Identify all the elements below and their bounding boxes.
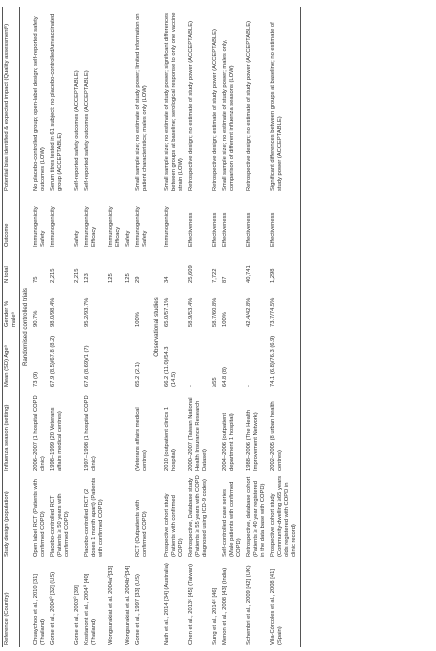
table-cell <box>124 473 134 559</box>
table-cell: 73 (9) <box>33 371 39 387</box>
column-header: N total <box>3 249 20 285</box>
table-cell <box>124 7 134 193</box>
table-cell: 125 <box>125 273 131 283</box>
table-cell <box>124 389 134 473</box>
table-cell: 74.1 (6.8)/76.3 (6.9) <box>269 329 301 389</box>
table-cell: 2000–2007 (Taiwan National Health Insurance Research Dataset) <box>188 397 208 471</box>
table-cell: - <box>188 385 194 387</box>
table-cell <box>107 473 124 559</box>
table-cell: 1988–2006 (The Health Improvement Network) <box>246 410 259 471</box>
table-cell: Immunogenicity Safety <box>135 206 148 247</box>
table-row <box>83 7 107 647</box>
table-cell: 42.4/42.8% <box>246 297 252 327</box>
table-cell: 66.2 (11.0)/54.3 (14.5) <box>164 346 177 387</box>
table-cell: 2,215 <box>50 268 56 283</box>
table-cell: Serum titres tested in 61 subject: no placebo-controlled/unvaccinated group (ACCEPTABLE) <box>50 13 63 191</box>
table-cell: 90.7% <box>33 310 39 327</box>
table-body <box>20 7 301 647</box>
table-cell: 25,609 <box>188 265 194 283</box>
table-cell: 1,298 <box>269 249 301 285</box>
table-cell <box>107 7 124 193</box>
table-cell: 87 <box>222 276 228 283</box>
table-cell: Safety <box>125 230 131 247</box>
column-header: Mean (SD) Ageᵃ <box>3 329 20 389</box>
table-cell: 58.7/60.8% <box>212 297 218 327</box>
table-cell: - <box>246 385 252 387</box>
studies-table <box>2 7 301 647</box>
table-cell: Gorse et al., 1997 [33] (US) <box>135 574 141 645</box>
table-cell: Effectiveness <box>188 212 194 247</box>
section-title: Observational studies <box>153 297 160 357</box>
table-row <box>245 7 269 647</box>
table-cell: Small sample size; no estimate of study power; significant differences between groups at baseline; serological response to only one vaccine strain (LOW) <box>164 12 184 191</box>
table-cell: Wongsurakiat et al. 2004b⁰[34] <box>125 565 131 645</box>
table-cell: Immunogenicity Safety <box>33 206 46 247</box>
table-row <box>32 7 49 647</box>
table-row <box>107 7 124 647</box>
table-cell: Placebo-controlled RCT (2 doses 1 month apart) (Patients with confirmed COPD) <box>84 477 104 557</box>
table-cell: Gorse et al., 2004⁰ [32] (US) <box>50 571 56 645</box>
table-cell: Nath et al., 2014 [34] (Australia) <box>164 563 170 645</box>
table-row <box>211 7 221 647</box>
table-row <box>269 7 301 647</box>
table-cell <box>73 389 83 473</box>
table-cell <box>73 473 83 559</box>
table-cell: 29 <box>135 276 141 283</box>
section-row <box>20 7 33 647</box>
table-cell: Retrospective design; estimate of study power (ACCEPTABLE) <box>212 29 218 191</box>
table-cell: Retrospective, Database study (Patients ≥ 55 years with COPD diagnosed using ICD-9 codes) <box>188 475 208 557</box>
table-cell: 100% <box>135 312 141 327</box>
table-cell: Open label RCT (Patients with confirmed COPD) <box>33 479 46 557</box>
table-cell: Sung et al., 2014ᶜ [46] <box>212 587 218 645</box>
table-cell: Immunogenicity <box>50 206 56 247</box>
table-cell: Self-reported safety outcomes (ACCEPTABLE) <box>84 70 90 191</box>
table-cell: 65.0/57.1% <box>164 297 170 327</box>
table-cell: 125 <box>108 273 114 283</box>
table-cell: Small sample size; no estimate of study power; males only, comparison of different influenza seasons (LOW) <box>222 39 235 191</box>
table-row <box>49 7 73 647</box>
table-row <box>134 7 151 647</box>
table-cell: Menon et al., 2008 [43] (India) <box>222 567 228 645</box>
table-cell: 95.2/93.7% <box>84 297 90 327</box>
table-cell: 123 <box>84 273 90 283</box>
table-cell: Chuaychoo et al., 2010 [31] (Thailand) <box>33 574 46 645</box>
table-cell: (Veterans affairs medical centres) <box>135 407 148 471</box>
table-cell <box>107 285 124 329</box>
table-cell: 2006–2007 (1 hospital COPD clinic) <box>33 395 46 471</box>
table-cell <box>107 329 124 389</box>
table-cell: Effectiveness <box>246 212 252 247</box>
table-cell <box>124 329 134 389</box>
table-cell: 100% <box>222 312 228 327</box>
table-cell: 58.9/53.4% <box>188 297 194 327</box>
table-cell: 75 <box>33 276 39 283</box>
table-cell: 73.7/74.5% <box>269 285 301 329</box>
table-cell: 2002–2005 (8 urban health centres) <box>269 389 301 473</box>
table-cell: 64.8 (8) <box>222 367 228 387</box>
table-cell: Effectiveness <box>269 193 301 249</box>
table-cell: Prospective cohort study (Community-dwelling ≥65 years olds registered with COPD in clinic record) <box>269 473 301 559</box>
table-cell: 2010 (outpatient clinics 1 hospital) <box>164 406 177 471</box>
table-cell: Self-reported safety outcomes (ACCEPTABLE) <box>74 70 80 191</box>
table-cell: Retrospective design; no estimate of study power (ACCEPTABLE) <box>246 20 252 191</box>
table-cell: Chen et al., 2013ᶜ [45] (Taiwan) <box>188 563 194 645</box>
table-cell: Immunogenicity <box>164 206 170 247</box>
table-cell: 67.6 (8.69)/1 (7) <box>84 345 90 387</box>
table-cell <box>107 389 124 473</box>
table-cell: 1997–1998 (1 hospital COPD clinic) <box>84 395 97 471</box>
table-cell <box>73 285 83 329</box>
table-cell: Schembri et al., 2009 [42] (UK) <box>246 565 252 645</box>
table-cell: 7,722 <box>212 268 218 283</box>
table-cell: Effectiveness <box>222 212 228 247</box>
column-header: Potential bias identified & expected impact (Quality assessmentᵇ) <box>3 7 20 193</box>
column-header: Study design (population) <box>3 473 20 559</box>
table-cell: 2,215 <box>74 268 80 283</box>
table-cell: Retrospective, database cohort (Patients ≥ 40 year registered in the data base with COPD) <box>246 476 266 557</box>
table-row <box>221 7 245 647</box>
table-cell: RCT (Outpatients with confirmed COPD) <box>135 500 148 557</box>
table-cell: Effectiveness <box>212 212 218 247</box>
table-cell <box>211 473 221 559</box>
table-cell: Vila-Córcoles et al., 2008 [41] (Spain) <box>269 559 301 647</box>
section-row <box>151 7 163 647</box>
table-cell: Small sample size; no estimate of study power; limited information on patient characteristics; males only (LOW) <box>135 13 148 191</box>
table-cell: Gorse et al., 2003⁰ [39] <box>74 585 80 645</box>
table-cell: Placebo-controlled RCT (Patients ≥ 50 years with confirmed COPD) <box>50 493 70 557</box>
table-cell: No placebo-controlled group; open-label design; self-reported safety outcomes (LOW) <box>33 16 46 191</box>
column-header: Gender % maleᵃ <box>3 285 20 329</box>
table-cell: Immunogenicity Efficacy <box>84 206 97 247</box>
table-cell: 40,741 <box>246 265 252 283</box>
table-cell: Prospective cohort study (Patients with confirmed COPD) <box>164 493 184 557</box>
table-cell: Kositanont et al., 2004⁰ [40] (Thailand) <box>84 573 97 645</box>
table-cell: 1998–1999 (20 Veterans affairs medical centres) <box>50 407 63 471</box>
table-cell: Significant differences between groups at baseline; no estimate of study power (ACCEPTABLE) <box>269 7 301 193</box>
table-row <box>163 7 187 647</box>
column-header: Reference (Country) <box>3 559 20 647</box>
table-cell: Immunogenicity Efficacy <box>108 206 121 247</box>
table-cell: 98.0/98.4% <box>50 297 56 327</box>
table-cell: 67.9 (8.5)/67.8 (8.2) <box>50 335 56 387</box>
table-cell: 34 <box>164 276 170 283</box>
table-cell: 2004–2006 (outpatient department 1 hospital) <box>222 412 235 471</box>
table-row <box>124 7 134 647</box>
table-cell: ≥55 <box>212 377 218 387</box>
section-title: Randomised controlled trials <box>20 7 33 647</box>
table-cell <box>73 329 83 389</box>
table-row <box>187 7 211 647</box>
column-header: Influenza season (setting) <box>3 389 20 473</box>
header-row <box>3 7 20 647</box>
table-cell: Self-controlled case series (Male patients with confirmed COPD) <box>222 481 242 557</box>
table-cell <box>211 389 221 473</box>
table-cell: 65.2 (2.1) <box>135 362 141 387</box>
table-cell <box>124 285 134 329</box>
table-cell: Retrospective design; no estimate of study power (ACCEPTABLE) <box>188 20 194 191</box>
table-row <box>73 7 83 647</box>
table-cell: Wongsurakiat et al. 2004a⁰[33] <box>108 565 114 645</box>
table-cell: Safety <box>74 230 80 247</box>
column-header: Outcome <box>3 193 20 249</box>
